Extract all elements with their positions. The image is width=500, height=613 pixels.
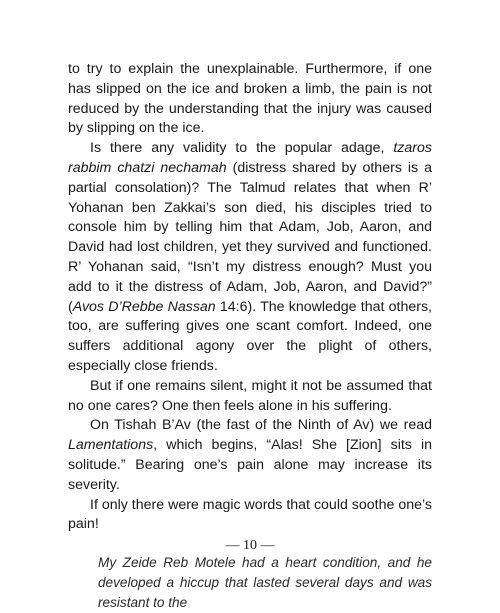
p5-text: If only there were magic words that could soothe one’s pain! bbox=[68, 496, 433, 533]
paragraph-5 bbox=[68, 496, 432, 536]
p4-text-b: , which begins, “Alas! She [Zion] sits in solitude.” Bearing one’s pain alone may increase its severity. bbox=[68, 437, 432, 493]
p2-text-c: 14:6). The knowledge that others, too, are suffering gives one scant comfort. Indeed, one suffers additional agony over the plight of others, especially close friends. bbox=[68, 298, 432, 374]
p2-text-b: (distress shared by others is a partial consolation)? The Talmud relates that when R’ Yohanan ben Zakkai’s son died, his disciples tried to console him by telling him that Adam, Job, Aaron, and David had lost children, yet they survived and functioned. R’ Yohanan said, “Isn’t my distress enough? Must you add to it the distress of Adam, Job, Aaron, and David?” ( bbox=[68, 159, 432, 315]
p2-adage-italic: tzaros rabbim chatzi nechamah bbox=[68, 140, 432, 176]
page-number: — 10 — bbox=[225, 538, 275, 553]
p4-text-a: On Tishah B’Av (the fast of the Ninth of Av) we read bbox=[90, 417, 432, 434]
paragraph-3 bbox=[68, 377, 432, 417]
p3-text: But if one remains silent, might it not be assumed that no one cares? One then feels alone in his suffering. bbox=[68, 377, 432, 414]
anecdote-text: My Zeide Reb Motele had a heart condition, and he developed a hiccup that lasted several days and was resistant to the bbox=[98, 555, 432, 610]
p1-text: to try to explain the unexplainable. Furthermore, if one has slipped on the ice and broken a limb, the pain is not reduced by the understanding that the injury was caused by slipping on the ice. bbox=[68, 61, 432, 137]
anecdote-quote bbox=[98, 553, 432, 612]
p2-text-a: Is there any validity to the popular adage, bbox=[90, 140, 394, 157]
paragraph-2 bbox=[68, 139, 432, 377]
p2-source-italic: Avos D’Rebbe Nassan bbox=[72, 298, 216, 315]
p4-lamentations-italic: Lamentations bbox=[68, 437, 154, 454]
page-body bbox=[68, 60, 432, 613]
paragraph-1 bbox=[68, 60, 432, 139]
paragraph-4 bbox=[68, 416, 432, 495]
